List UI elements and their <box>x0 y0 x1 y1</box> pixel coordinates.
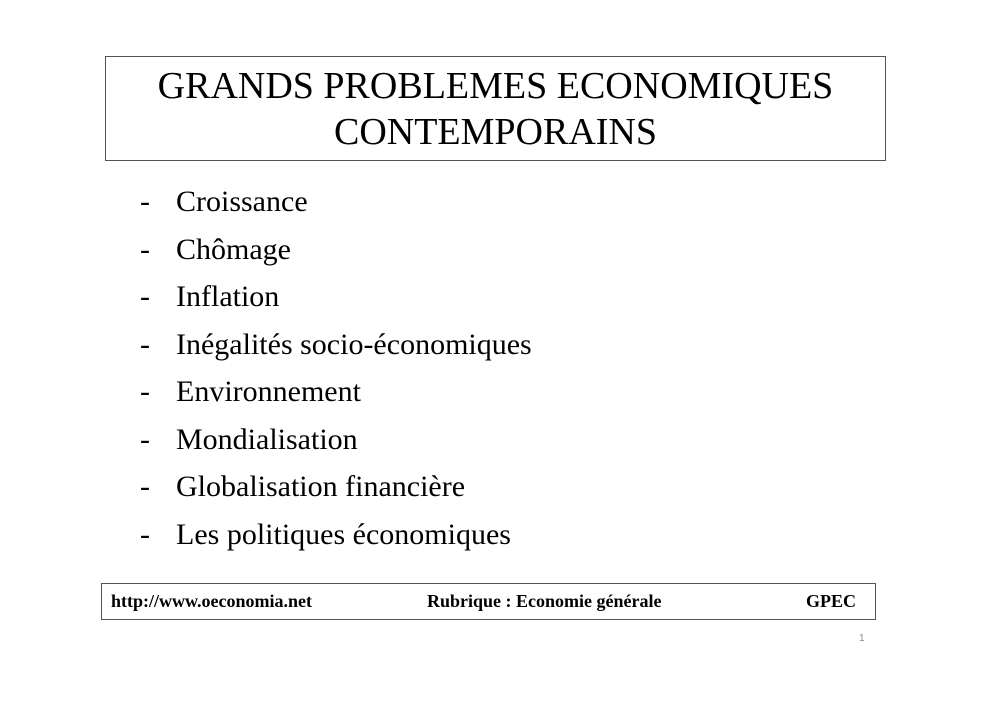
topic-label: Les politiques économiques <box>176 517 511 551</box>
topic-label: Inégalités socio-économiques <box>176 327 532 361</box>
footer-code: GPEC <box>805 591 856 611</box>
topic-item <box>140 513 532 561</box>
slide-title-line-1: GRANDS PROBLEMES ECONOMIQUES <box>157 64 834 107</box>
topic-list <box>140 180 532 560</box>
bullet-dash: - <box>140 470 150 503</box>
footer-rubrique: Rubrique : Economie générale <box>427 591 662 611</box>
slide-title-line-2: CONTEMPORAINS <box>333 110 658 153</box>
bullet-dash: - <box>140 422 150 456</box>
bullet-dash: - <box>140 327 150 361</box>
topic-label: Mondialisation <box>176 422 358 456</box>
topic-label: Globalisation financière <box>176 470 466 503</box>
bullet-dash: - <box>140 375 150 408</box>
topic-item <box>140 418 532 466</box>
slide-title-box <box>105 56 886 161</box>
bullet-dash: - <box>140 185 150 218</box>
topic-item <box>140 180 532 228</box>
bullet-dash: - <box>140 517 150 551</box>
topic-item <box>140 323 532 371</box>
topic-item <box>140 228 532 276</box>
topic-label: Inflation <box>176 280 280 313</box>
topic-label: Croissance <box>176 185 308 218</box>
topic-label: Environnement <box>176 375 361 408</box>
topic-item <box>140 465 532 513</box>
topic-item <box>140 275 532 323</box>
footer-url-link[interactable]: http://www.oeconomia.net <box>111 591 312 611</box>
bullet-dash: - <box>140 232 150 266</box>
bullet-dash: - <box>140 280 150 313</box>
page-number: 1 <box>859 633 865 644</box>
topic-item <box>140 370 532 418</box>
topic-label: Chômage <box>176 232 291 266</box>
footer-box <box>101 583 876 620</box>
